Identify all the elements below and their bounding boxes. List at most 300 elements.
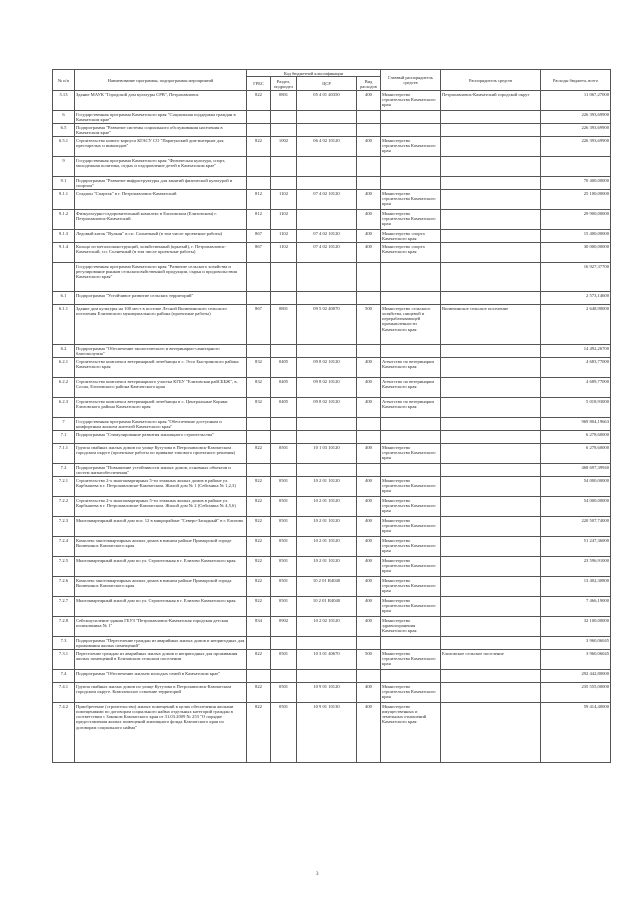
cell-num: 6.2.2 [53, 378, 75, 398]
cell-vr [357, 345, 381, 358]
cell-csr: 07 4 02 10120 [297, 190, 357, 210]
cell-grbs-name: Министерство строительства Камчатского края [381, 683, 441, 703]
cell-grbs-name [381, 670, 441, 683]
cell-amount: 51 247,36000 [541, 537, 611, 557]
cell-amount: 29 900,00000 [541, 210, 611, 230]
cell-amount: 54 000,00000 [541, 477, 611, 497]
cell-amount: 30 000,00000 [541, 243, 611, 263]
cell-vr [357, 637, 381, 650]
cell-num: 6.2 [53, 345, 75, 358]
cell-amount: 220 507,74000 [541, 517, 611, 537]
cell-vr [357, 431, 381, 444]
cell-csr [297, 292, 357, 305]
cell-csr: 10 2 02 10120 [297, 617, 357, 637]
cell-grbs: 812 [247, 210, 271, 230]
cell-num: 9.1.1 [53, 190, 75, 210]
cell-name: Строительство нового корпуса КГАСУ СО "Паратунский дом-интернат для престарелых и инвалидов" [75, 137, 247, 157]
cell-razdel [271, 292, 297, 305]
cell-num: 7.2.4 [53, 537, 75, 557]
cell-name: Переселение граждан из аварийных жилых домов и непригодных для проживания жилых помещений в Елизовском сельском поселении [75, 650, 247, 670]
cell-razdel [271, 111, 297, 124]
cell-grbs [247, 177, 271, 190]
cell-grbs-name: Министерство строительства Камчатского края [381, 91, 441, 111]
table-row [53, 345, 611, 358]
cell-vr [357, 418, 381, 431]
cell-razdel: 1002 [271, 137, 297, 157]
cell-razdel: 1102 [271, 243, 297, 263]
cell-vr [357, 177, 381, 190]
cell-razdel [271, 177, 297, 190]
cell-recipient: Петропавловск-Камчатский городской округ [441, 91, 541, 111]
header-code-group: Код бюджетной классификации [247, 70, 381, 77]
cell-vr: 400 [357, 378, 381, 398]
cell-vr: 400 [357, 210, 381, 230]
cell-grbs-name [381, 431, 441, 444]
cell-grbs: 822 [247, 537, 271, 557]
cell-vr [357, 464, 381, 477]
cell-num: 9.1.2 [53, 210, 75, 230]
cell-recipient [441, 345, 541, 358]
cell-num: 6.2.3 [53, 398, 75, 418]
cell-grbs: 822 [247, 597, 271, 617]
cell-amount: 59 414,40000 [541, 703, 611, 763]
cell-name: Подпрограмма "Повышение устойчивости жилых домов, основных объектов и систем жизнеобеспечения" [75, 464, 247, 477]
cell-recipient [441, 292, 541, 305]
cell-num: 7.4 [53, 670, 75, 683]
cell-grbs: 834 [247, 617, 271, 637]
cell-amount: 15 400,00000 [541, 230, 611, 243]
cell-csr [297, 124, 357, 137]
header-razdel: Раздел, подраздел [271, 77, 297, 91]
cell-csr [297, 263, 357, 292]
cell-csr: 10 1 03 10120 [297, 444, 357, 464]
cell-amount: 3 960,06045 [541, 637, 611, 650]
cell-csr: 07 4 02 10120 [297, 243, 357, 263]
cell-razdel: 0501 [271, 497, 297, 517]
cell-grbs: 822 [247, 703, 271, 763]
cell-csr: 07 4 02 10120 [297, 230, 357, 243]
cell-grbs-name: Агентство по ветеринарии Камчатского края [381, 398, 441, 418]
cell-num: 6 [53, 111, 75, 124]
cell-num: 7.2.5 [53, 557, 75, 577]
table-row [53, 157, 611, 177]
cell-razdel: 0405 [271, 378, 297, 398]
cell-recipient [441, 597, 541, 617]
cell-name: Подпрограмма "Переселение граждан из аварийных жилых домов и непригодных для проживания жилых помещений" [75, 637, 247, 650]
cell-num: 7.1.1 [53, 444, 75, 464]
cell-amount: 70 400,00000 [541, 177, 611, 190]
cell-num: 6.2.1 [53, 358, 75, 378]
cell-csr [297, 111, 357, 124]
cell-vr [357, 111, 381, 124]
cell-amount: 14 492,26700 [541, 345, 611, 358]
cell-recipient [441, 617, 541, 637]
cell-vr: 400 [357, 617, 381, 637]
table-row [53, 230, 611, 243]
cell-vr: 400 [357, 537, 381, 557]
cell-csr: 10 2 01 10120 [297, 497, 357, 517]
cell-vr: 400 [357, 557, 381, 577]
cell-name: Государственная программа Камчатского края "Развитие сельского хозяйства и регулирование рынков сельскохозяйственной продукции, сырья и продовольствия Камчатского края" [75, 263, 247, 292]
cell-recipient [441, 557, 541, 577]
table-row [53, 418, 611, 431]
cell-razdel: 0801 [271, 91, 297, 111]
cell-grbs: 822 [247, 91, 271, 111]
cell-grbs: 812 [247, 190, 271, 210]
cell-csr: 09 5 02 40070 [297, 305, 357, 345]
cell-name: Подпрограмма "Обеспечение экологического и ветеринарно-санитарного благополучия" [75, 345, 247, 358]
cell-num: 7.2.1 [53, 477, 75, 497]
cell-grbs-name: Министерство строительства Камчатского края [381, 557, 441, 577]
cell-num: 7.2.6 [53, 577, 75, 597]
cell-vr: 400 [357, 683, 381, 703]
cell-name: Стадион "Спартак" в г. Петропавловск-Камчатский [75, 190, 247, 210]
table-row [53, 305, 611, 345]
cell-razdel: 0501 [271, 517, 297, 537]
cell-recipient [441, 398, 541, 418]
cell-razdel: 0501 [271, 650, 297, 670]
header-amount: Расходы бюджета, всего [541, 70, 611, 91]
cell-grbs: 867 [247, 243, 271, 263]
cell-name: Здание МАУК "Городской дом культуры СРВ", Петропавловск [75, 91, 247, 111]
cell-razdel: 0801 [271, 305, 297, 345]
cell-razdel: 0405 [271, 358, 297, 378]
cell-grbs-name: Министерство имущественных и земельных отношений Камчатского края [381, 703, 441, 763]
cell-amount: 3 960,06045 [541, 650, 611, 670]
cell-razdel: 0501 [271, 537, 297, 557]
cell-vr: 400 [357, 444, 381, 464]
cell-razdel [271, 464, 297, 477]
cell-num [53, 263, 75, 292]
table-row [53, 683, 611, 703]
cell-name: Строительство комплекса ветеринарной лечебницы в с. Центральные Коряки Елизовского района Камчатского края [75, 398, 247, 418]
cell-csr: 05 4 01 40350 [297, 91, 357, 111]
cell-grbs-name: Министерство строительства Камчатского края [381, 537, 441, 557]
cell-vr: 400 [357, 190, 381, 210]
cell-num: 6.5 [53, 124, 75, 137]
cell-razdel: 1102 [271, 190, 297, 210]
cell-grbs [247, 157, 271, 177]
cell-recipient [441, 230, 541, 243]
cell-csr [297, 345, 357, 358]
header-recipient: Распорядитель средств [441, 70, 541, 91]
cell-amount: 54 000,00000 [541, 497, 611, 517]
cell-recipient [441, 263, 541, 292]
cell-recipient [441, 243, 541, 263]
cell-csr: 10 2 01 R4040 [297, 577, 357, 597]
cell-amount: 25 100,00000 [541, 190, 611, 210]
cell-name: Приобретение (строительство) жилых помещений в целях обеспечения жилыми помещениями по договорам социального найма отдельных категорий граждан в соответствии с Законом Камчатского края от 31.03.2009 № 253 "О порядке предоставления жилых помещений жилищного фонда Камчатского края по договорам социального найма" [75, 703, 247, 763]
cell-recipient [441, 111, 541, 124]
cell-grbs [247, 111, 271, 124]
cell-csr: 09 8 02 10120 [297, 398, 357, 418]
header-vr: Вид расходов [357, 77, 381, 91]
table-header-row [53, 70, 611, 77]
cell-grbs [247, 345, 271, 358]
cell-grbs-name: Министерство строительства Камчатского края [381, 597, 441, 617]
cell-grbs: 822 [247, 517, 271, 537]
cell-grbs-name [381, 177, 441, 190]
cell-amount: 969 804,19663 [541, 418, 611, 431]
cell-name: Группа свайных жилых домов по улице Кутузова в Петропавловск-Камчатском городском округе (проектные работы по привязке типового проектного решения) [75, 444, 247, 464]
cell-csr: 10 2 01 10120 [297, 477, 357, 497]
table-row [53, 670, 611, 683]
cell-grbs: 822 [247, 444, 271, 464]
table-row [53, 597, 611, 617]
cell-recipient [441, 210, 541, 230]
cell-name: Здание дом культуры на 100 мест в поселке Лесной Вилючинского сельского поселения Елизовского муниципального района (проектные работы) [75, 305, 247, 345]
table-row [53, 477, 611, 497]
table-row [53, 537, 611, 557]
cell-grbs-name [381, 111, 441, 124]
cell-recipient [441, 378, 541, 398]
table-row [53, 111, 611, 124]
cell-csr [297, 431, 357, 444]
cell-vr: 500 [357, 305, 381, 345]
cell-name: Комплекс многоквартирных жилых домов в южном районе Приморской города Вилючинск Камчатского края [75, 577, 247, 597]
cell-grbs: 832 [247, 358, 271, 378]
cell-recipient [441, 497, 541, 517]
cell-num: 9.1.4 [53, 243, 75, 263]
cell-amount: 11 067,27000 [541, 91, 611, 111]
cell-recipient [441, 418, 541, 431]
cell-grbs-name [381, 157, 441, 177]
cell-amount: 2 573,14600 [541, 292, 611, 305]
cell-grbs-name [381, 464, 441, 477]
cell-csr: 06 4 02 10120 [297, 137, 357, 157]
cell-amount: 6 278,60000 [541, 444, 611, 464]
cell-vr: 400 [357, 703, 381, 763]
cell-grbs [247, 418, 271, 431]
cell-razdel [271, 418, 297, 431]
cell-name: Многоквартирный жилой дом поз. 12 в микрорайоне "Северо-Западный" в г. Елизово [75, 517, 247, 537]
header-grbs: ГРБС [247, 77, 271, 91]
cell-razdel: 0501 [271, 597, 297, 617]
cell-grbs-name: Агентство по ветеринарии Камчатского края [381, 378, 441, 398]
cell-recipient [441, 177, 541, 190]
table-row [53, 703, 611, 763]
cell-razdel: 0501 [271, 577, 297, 597]
cell-name: Подпрограмма "Развитие инфраструктуры для занятий физической культурой и спортом" [75, 177, 247, 190]
cell-grbs [247, 263, 271, 292]
cell-num: 5.13 [53, 91, 75, 111]
cell-amount: 4 689,77000 [541, 378, 611, 398]
cell-csr: 10 2 01 10120 [297, 557, 357, 577]
header-num: № п/п [53, 70, 75, 91]
cell-name: Государственная программа Камчатского края "Физическая культура, спорт, молодежная политика, отдых и оздоровление детей в Камчатском крае" [75, 157, 247, 177]
table-row [53, 124, 611, 137]
cell-recipient [441, 444, 541, 464]
cell-grbs-name [381, 345, 441, 358]
cell-recipient [441, 137, 541, 157]
cell-name: Физкультурно-оздоровительный комплекс в Елизовском (Елизовском) г. Петропавловск-Камчатский [75, 210, 247, 230]
cell-razdel: 0405 [271, 398, 297, 418]
table-row [53, 650, 611, 670]
cell-csr [297, 418, 357, 431]
header-csr: ЦСР [297, 77, 357, 91]
cell-grbs [247, 464, 271, 477]
cell-vr [357, 292, 381, 305]
table-body [53, 91, 611, 763]
page-number: 3 [316, 872, 319, 877]
cell-grbs-name: Министерство строительства Камчатского края [381, 577, 441, 597]
cell-grbs-name: Министерство спорта Камчатского края [381, 230, 441, 243]
cell-amount: 6 278,60000 [541, 431, 611, 444]
cell-name: Подпрограмма "Стимулирование развития жилищного строительства" [75, 431, 247, 444]
cell-amount: 5 018,93000 [541, 398, 611, 418]
cell-recipient [441, 577, 541, 597]
cell-razdel: 0501 [271, 683, 297, 703]
cell-csr: 10 9 01 10120 [297, 683, 357, 703]
cell-num: 7 [53, 418, 75, 431]
cell-razdel [271, 157, 297, 177]
table-row [53, 398, 611, 418]
cell-num: 7.4.2 [53, 703, 75, 763]
cell-amount: 468 697,39940 [541, 464, 611, 477]
cell-csr [297, 637, 357, 650]
cell-grbs: 822 [247, 477, 271, 497]
cell-razdel [271, 637, 297, 650]
cell-recipient [441, 431, 541, 444]
cell-csr [297, 464, 357, 477]
cell-num: 9.1.3 [53, 230, 75, 243]
table-row [53, 190, 611, 210]
cell-grbs [247, 431, 271, 444]
cell-vr [357, 263, 381, 292]
cell-name: Многоквартирный жилой дом по ул. Строительная в г. Елизово Камчатского края [75, 597, 247, 617]
cell-amount: 226 393,69900 [541, 137, 611, 157]
cell-recipient: Елизовское сельское поселение [441, 650, 541, 670]
cell-name: Строительство 2-х многоквартирных 5-ти этажных жилых домов в районе ул. Карбышева в г. Петропавловске-Камчатском. Жилой дом № 1 (Сейсмика № 1,2,3) [75, 477, 247, 497]
cell-grbs: 867 [247, 230, 271, 243]
cell-recipient [441, 124, 541, 137]
cell-csr: 10 3 01 40670 [297, 650, 357, 670]
table-row [53, 91, 611, 111]
table-row [53, 243, 611, 263]
cell-razdel: 1102 [271, 230, 297, 243]
cell-csr: 10 2 01 R4040 [297, 597, 357, 617]
cell-grbs-name: Агентство по ветеринарии Камчатского края [381, 358, 441, 378]
cell-razdel [271, 124, 297, 137]
cell-amount: 23 596,91000 [541, 557, 611, 577]
cell-grbs: 822 [247, 650, 271, 670]
cell-grbs [247, 292, 271, 305]
cell-amount: 16 927,37700 [541, 263, 611, 292]
cell-grbs: 822 [247, 497, 271, 517]
cell-razdel [271, 263, 297, 292]
table-row [53, 177, 611, 190]
budget-table [52, 69, 611, 763]
cell-name: Ледовый каток "Вулкан" в г.п. Солнечный (в том числе проектные работы) [75, 230, 247, 243]
table-row [53, 137, 611, 157]
cell-grbs-name [381, 292, 441, 305]
cell-recipient [441, 537, 541, 557]
table-row [53, 358, 611, 378]
cell-grbs: 832 [247, 398, 271, 418]
cell-grbs-name [381, 637, 441, 650]
cell-csr: 09 8 02 10120 [297, 378, 357, 398]
cell-grbs-name: Министерство строительства Камчатского края [381, 650, 441, 670]
cell-vr: 400 [357, 243, 381, 263]
cell-num: 7.4.1 [53, 683, 75, 703]
cell-recipient [441, 703, 541, 763]
cell-recipient [441, 670, 541, 683]
table-row [53, 431, 611, 444]
cell-name: Строительство комплекса ветеринарной лечебницы в с. Эссо Быстринского района Камчатского края [75, 358, 247, 378]
cell-num: 6.1 [53, 292, 75, 305]
cell-num: 7.1 [53, 431, 75, 444]
cell-grbs-name: Министерство строительства Камчатского края [381, 497, 441, 517]
cell-razdel: 0501 [271, 444, 297, 464]
cell-vr: 500 [357, 650, 381, 670]
cell-vr: 400 [357, 91, 381, 111]
cell-grbs-name [381, 124, 441, 137]
cell-name: Подпрограмма "Развитие системы социального обслуживания населения в Камчатском крае" [75, 124, 247, 137]
cell-vr [357, 157, 381, 177]
cell-amount: 32 100,00000 [541, 617, 611, 637]
cell-grbs-name: Министерство строительства Камчатского края [381, 477, 441, 497]
cell-csr: 10 2 01 10120 [297, 517, 357, 537]
cell-name: Сейсмоусиление здания ГБУЗ "Петропавловск-Камчатская городская детская поликлиника № 1" [75, 617, 247, 637]
table-row [53, 263, 611, 292]
cell-grbs [247, 124, 271, 137]
cell-razdel: 0902 [271, 617, 297, 637]
cell-grbs-name: Министерство строительства Камчатского края [381, 517, 441, 537]
cell-grbs: 867 [247, 305, 271, 345]
cell-vr: 400 [357, 597, 381, 617]
cell-num: 9 [53, 157, 75, 177]
cell-num: 7.3 [53, 637, 75, 650]
cell-recipient: Вилючинское сельское поселение [441, 305, 541, 345]
cell-amount: 4 683,77000 [541, 358, 611, 378]
cell-recipient [441, 477, 541, 497]
cell-vr [357, 124, 381, 137]
cell-recipient [441, 157, 541, 177]
cell-grbs-name [381, 418, 441, 431]
table-row [53, 577, 611, 597]
cell-amount [541, 157, 611, 177]
table-row [53, 517, 611, 537]
cell-csr [297, 157, 357, 177]
cell-vr: 400 [357, 497, 381, 517]
cell-vr: 400 [357, 358, 381, 378]
cell-num: 7.3.1 [53, 650, 75, 670]
cell-grbs [247, 637, 271, 650]
cell-recipient [441, 517, 541, 537]
cell-amount: 13 402,30800 [541, 577, 611, 597]
cell-grbs-name: Министерство строительства Камчатского края [381, 444, 441, 464]
cell-name: Строительство 2-х многоквартирных 5-ти этажных жилых домов в районе ул. Карбышева в г. Петропавловске-Камчатском. Жилой дом № 2 (Сейсмика № 4,5,6) [75, 497, 247, 517]
cell-razdel [271, 670, 297, 683]
cell-vr: 400 [357, 577, 381, 597]
cell-num: 6.5.1 [53, 137, 75, 157]
table-row [53, 444, 611, 464]
cell-vr: 400 [357, 230, 381, 243]
cell-recipient [441, 358, 541, 378]
cell-csr: 10 2 01 10120 [297, 537, 357, 557]
cell-csr: 09 8 02 10120 [297, 358, 357, 378]
cell-num: 9.1 [53, 177, 75, 190]
cell-vr: 400 [357, 477, 381, 497]
table-row [53, 637, 611, 650]
cell-name: Группа свайных жилых домов по улице Кутузова в Петропавловск-Камчатском городском округе. Комплексное освоение территорий [75, 683, 247, 703]
cell-name: Подпрограмма "Обеспечение жильем молодых семей в Камчатском крае" [75, 670, 247, 683]
cell-recipient [441, 683, 541, 703]
table-row [53, 210, 611, 230]
cell-num: 7.2.7 [53, 597, 75, 617]
cell-vr: 400 [357, 137, 381, 157]
table-row [53, 378, 611, 398]
